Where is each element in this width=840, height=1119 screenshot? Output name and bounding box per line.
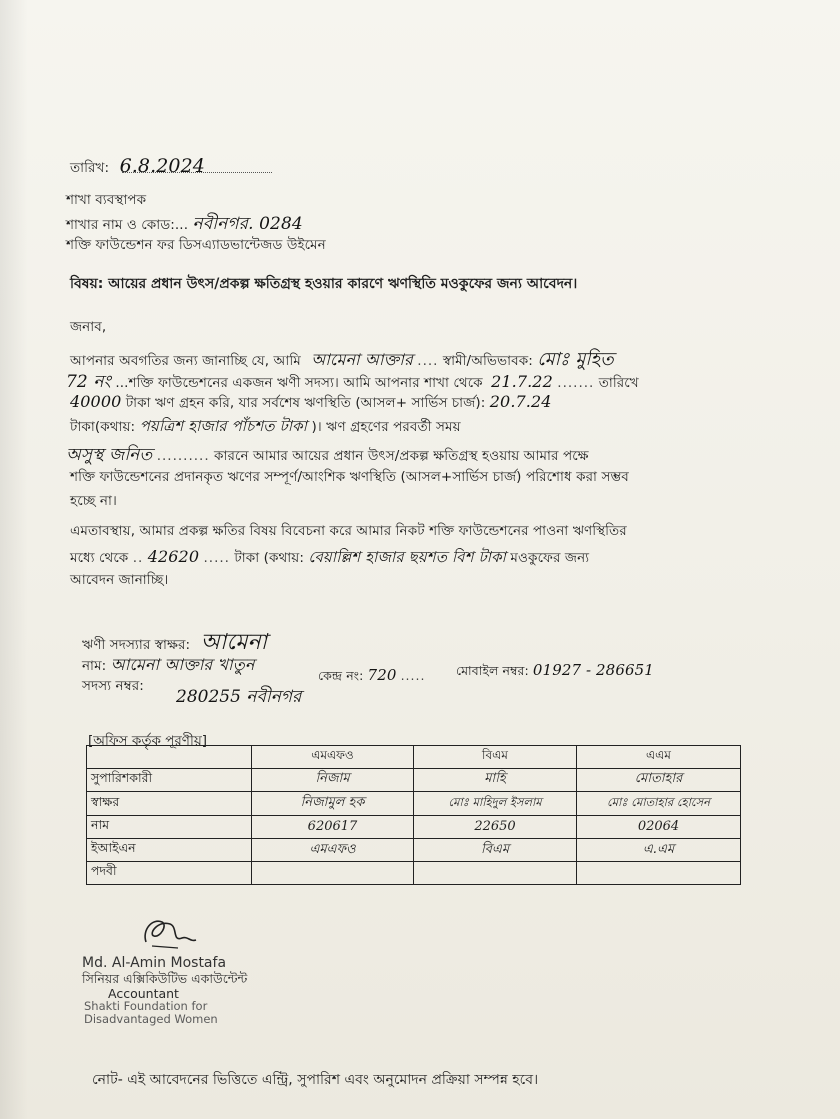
body-text: টাকা ঋণ গ্রহন করি, যার সর্বশেষ ঋণস্থিতি (আসল+ সার্ভিস চার্জ): [125, 395, 486, 411]
body-line-5: অসুস্থ জনিত .......... কারনে আমার আয়ের প্রধান উৎস/প্রকল্প ক্ষতিগ্রস্থ হওয়ায় আমার পক্ষে [66, 445, 589, 465]
salutation: জনাব, [70, 319, 107, 335]
member-name-hw: আমেনা আক্তার [311, 350, 413, 369]
table-cell [414, 862, 577, 885]
table-cell [577, 862, 741, 885]
mobile-line [456, 661, 654, 683]
loan-amount-hw: 40000 [70, 392, 122, 411]
table-cell: নিজামুল হক [252, 792, 414, 816]
date-line [70, 155, 205, 180]
body-text: ...শক্তি ফাউন্ডেশনের একজন ঋণী সদস্য। আমি আপনার শাখা থেকে [115, 375, 483, 391]
member-signature: আমেনা [200, 630, 268, 655]
date-dotted-line [122, 172, 272, 173]
member-no-hw: 72 নং [66, 372, 111, 392]
request-line-1: এমতাবস্থায়, আমার প্রকল্প ক্ষতির বিষয় বিবেচনা করে আমার নিকট শক্তি ফাউন্ডেশনের পাওনা ঋণস্থিতির [70, 523, 627, 539]
table-header-cell: বিএম [414, 746, 577, 769]
stamp-name: Md. Al-Amin Mostafa [82, 955, 227, 971]
body-line-1: আপনার অবগতির জন্য জানাচ্ছি যে, আমি আমেনা আক্তার .... স্বামী/অভিভাবক: মোঃ মুহিত [70, 349, 614, 370]
table-cell: 02064 [577, 816, 741, 839]
accountant-signature-icon [138, 912, 198, 958]
stamp-role: Accountant [108, 986, 179, 1001]
table-row [87, 768, 741, 792]
name-label: নাম: [82, 658, 107, 674]
table-header-cell: এমএফও [252, 746, 414, 769]
balance-words-hw: পয়ত্রিশ হাজার পাঁচশত টাকা [139, 417, 308, 435]
table-cell: বিএম [414, 838, 577, 862]
member-number-line [82, 675, 144, 698]
table-row [87, 838, 741, 862]
center-value: 720 [367, 666, 397, 684]
table-cell: 22650 [414, 816, 577, 839]
body-line-7: হচ্ছে না। [70, 493, 117, 509]
request-line-2: মধ্যে থেকে .. 42620 ..... টাকা (কথায়: বেয়াল্লিশ হাজার ছয়শত বিশ টাকা মওকুফের জন্য [70, 547, 590, 566]
body-line-6: শক্তি ফাউন্ডেশনের প্রদানকৃত ঋণের সম্পূর্ণ/আংশিক ঋণস্থিতি (আসল+সার্ভিস চার্জ) পরিশোধ করা সম্ভব [70, 469, 629, 485]
loan-date-hw: 21.7.22 [491, 372, 553, 391]
recipient-title: শাখা ব্যবস্থাপক [66, 192, 147, 208]
mobile-value: 01927 - 286651 [532, 661, 654, 679]
body-text: আপনার অবগতির জন্য জানাচ্ছি যে, আমি [70, 353, 301, 369]
branch-value: নবীনগর. 0284 [192, 214, 303, 234]
table-cell: মাহি [414, 768, 577, 792]
member-number-value: 280255 নবীনগর [176, 687, 302, 707]
row-label: ইআইএন [87, 838, 252, 862]
table-cell: মোঃ মাহিদুল ইসলাম [414, 792, 577, 816]
body-text: )। ঋণ গ্রহণের পরবর্তী সময় [311, 419, 461, 435]
body-line-3 [70, 392, 552, 415]
table-header-cell [87, 746, 252, 769]
branch-label: শাখার নাম ও কোড:... [66, 217, 189, 233]
date-value: 6.8.2024 [119, 155, 205, 177]
body-text: মওকুফের জন্য [510, 550, 590, 566]
office-table [86, 745, 741, 885]
page-shadow [0, 0, 28, 1119]
request-line-3: আবেদন জানাচ্ছি। [70, 572, 169, 588]
mobile-label: মোবাইল নম্বর: [456, 663, 529, 678]
row-label: স্বাক্ষর [87, 792, 252, 816]
body-text: কারনে আমার আয়ের প্রধান উৎস/প্রকল্প ক্ষতিগ্রস্থ হওয়ায় আমার পক্ষে [214, 448, 589, 464]
body-text: মধ্যে থেকে [70, 550, 129, 566]
center-label: কেন্দ্র নং: [318, 668, 364, 683]
body-text: টাকা(কথায়: [70, 419, 136, 435]
row-label: সুপারিশকারী [87, 768, 252, 792]
body-line-2: 72 নং ...শক্তি ফাউন্ডেশনের একজন ঋণী সদস্য। আমি আপনার শাখা থেকে 21.7.22 ....... তারিখে [66, 372, 639, 392]
date-label: তারিখ: [70, 160, 110, 176]
table-cell: 620617 [252, 816, 414, 839]
table-cell: এমএফও [252, 838, 414, 862]
body-text: স্বামী/অভিভাবক: [442, 353, 533, 369]
table-row [87, 792, 741, 816]
waiver-amount-hw: 42620 [147, 547, 200, 566]
table-header-cell: এএম [577, 746, 741, 769]
stamp-org-1: Shakti Foundation for [84, 999, 208, 1013]
subject: বিষয়: আয়ের প্রধান উৎস/প্রকল্প ক্ষতিগ্রস্থ হওয়ার কারণে ঋণস্থিতি মওকুফের জন্য আবেদন। [70, 276, 578, 292]
table-cell: নিজাম [252, 768, 414, 792]
table-header-row [87, 746, 741, 769]
table-row [87, 816, 741, 839]
footer-note: নোট- এই আবেদনের ভিত্তিতে এন্ট্রি, সুপারিশ এবং অনুমোদন প্রক্রিয়া সম্পন্ন হবে। [92, 1072, 539, 1088]
table-cell: মোতাহার [577, 768, 741, 792]
member-no-label: সদস্য নম্বর: [82, 678, 144, 694]
table-row [87, 862, 741, 885]
member-name-value: আমেনা আক্তার খাতুন [110, 655, 255, 674]
balance-date-hw: 20.7.24 [489, 392, 552, 411]
row-label: নাম [87, 816, 252, 839]
reason-hw: অসুস্থ জনিত [66, 445, 153, 465]
table-cell: এ.এম [577, 838, 741, 862]
body-text: টাকা (কথায়: [234, 550, 304, 566]
table-cell: মোঃ মোতাহার হোসেন [577, 792, 741, 816]
stamp-org-2: Disadvantaged Women [84, 1012, 218, 1026]
sign-label: ঋণী সদস্যার স্বাক্ষর: [82, 637, 191, 653]
table-cell [252, 862, 414, 885]
waiver-words-hw: বেয়াল্লিশ হাজার ছয়শত বিশ টাকা [308, 548, 507, 566]
stamp-designation: সিনিয়র এক্সিকিউটিভ একাউন্টেন্ট [82, 971, 248, 986]
body-line-4 [70, 415, 461, 440]
org-name: শক্তি ফাউন্ডেশন ফর ডিসএ্যাডভান্টেজড উইমেন [66, 237, 326, 253]
center-line: কেন্দ্র নং: 720 ..... [318, 666, 426, 684]
office-section-label: [অফিস কর্তৃক পূরণীয়] [88, 733, 208, 749]
row-label: পদবী [87, 862, 252, 885]
body-text: তারিখে [598, 375, 639, 391]
guardian-hw: মোঃ মুহিত [537, 349, 614, 370]
